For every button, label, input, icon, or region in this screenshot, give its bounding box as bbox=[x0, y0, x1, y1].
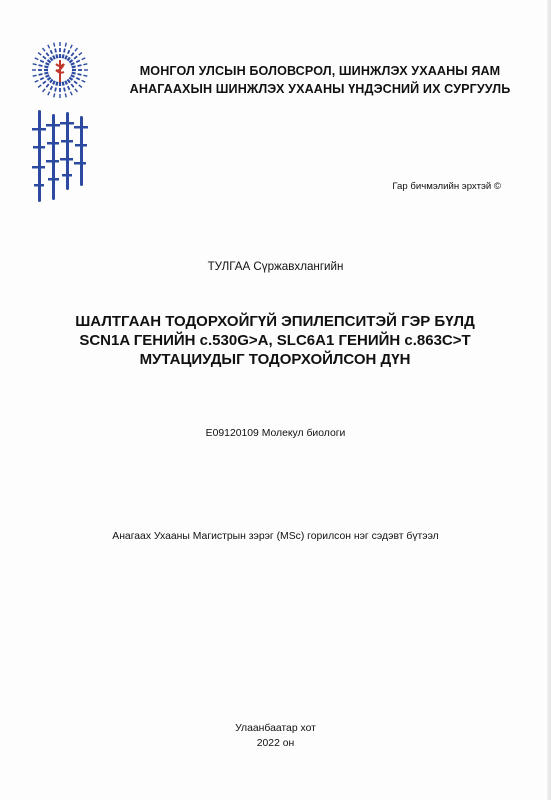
logo-ray bbox=[46, 84, 48, 87]
logo-ray bbox=[46, 53, 48, 56]
logo-ray bbox=[64, 88, 65, 92]
university-logo-icon bbox=[30, 40, 90, 100]
logo-ray bbox=[55, 49, 56, 53]
city: Улаанбаатар хот bbox=[235, 723, 316, 734]
logo-ray bbox=[44, 73, 48, 74]
logo-ray bbox=[54, 93, 55, 97]
copyright-notice: Гар бичмэлийн эрхтэй © bbox=[392, 181, 501, 192]
institution-header bbox=[110, 62, 530, 98]
logo-ray bbox=[75, 48, 77, 51]
logo-ray bbox=[56, 82, 57, 86]
logo-ray bbox=[43, 81, 46, 83]
logo-ray bbox=[74, 56, 77, 58]
author-name: ТУЛГАА Сүржавхлангийн bbox=[207, 260, 344, 273]
ministry-line: МОНГОЛ УЛСЫН БОЛОВСРОЛ, ШИНЖЛЭХ УХААНЫ ЯАМ bbox=[139, 64, 501, 78]
logo-ray bbox=[82, 80, 86, 82]
logo-ray bbox=[53, 81, 55, 85]
logo-ray bbox=[78, 65, 82, 66]
logo-ray bbox=[46, 63, 50, 65]
logo-ray bbox=[65, 43, 66, 47]
logo-ray bbox=[83, 75, 87, 76]
degree-statement: Анагаах Ухааны Магистрын зэрэг (MSc) горилсон нэг сэдэвт бүтээл bbox=[112, 531, 439, 542]
logo-ray bbox=[33, 75, 37, 76]
logo-ray bbox=[50, 57, 52, 60]
logo-ray bbox=[70, 45, 72, 49]
specialty-code: E09120109 Молекул биологи bbox=[205, 428, 346, 439]
logo-ray bbox=[76, 60, 80, 62]
logo-ray bbox=[47, 60, 50, 62]
logo-ray bbox=[47, 77, 50, 79]
logo-ray bbox=[40, 60, 44, 62]
logo-ray bbox=[71, 84, 73, 87]
logo-ray bbox=[71, 63, 75, 65]
logo-ray bbox=[43, 48, 45, 51]
logo-ray bbox=[65, 81, 67, 85]
logo-ray bbox=[50, 86, 52, 90]
title-line-2: SCN1A ГЕНИЙН c.530G>A, SLC6A1 ГЕНИЙН c.863C>T bbox=[79, 332, 471, 349]
logo-ray bbox=[72, 73, 76, 74]
logo-ray bbox=[48, 45, 50, 49]
logo-ray bbox=[67, 57, 69, 60]
logo-ray bbox=[63, 54, 64, 58]
logo-ray bbox=[39, 74, 43, 75]
year: 2022 он bbox=[256, 738, 295, 749]
logo-ray bbox=[78, 74, 82, 75]
logo-ray bbox=[50, 79, 52, 82]
logo-ray bbox=[69, 60, 72, 62]
place-and-year bbox=[0, 721, 551, 751]
university-line: АНАГААХЫН ШИНЖЛЭХ УХААНЫ ҮНДЭСНИЙ ИХ СУРГУУЛЬ bbox=[129, 82, 511, 96]
logo-ray bbox=[65, 93, 66, 97]
logo-ray bbox=[48, 92, 50, 96]
logo-ray bbox=[76, 78, 80, 80]
logo-ray bbox=[50, 50, 52, 54]
logo-ray bbox=[83, 64, 87, 65]
logo-ray bbox=[39, 65, 43, 66]
logo-ray bbox=[38, 53, 41, 55]
page-edge bbox=[547, 0, 551, 800]
logo-ray bbox=[68, 86, 70, 90]
logo-ray bbox=[79, 53, 82, 55]
logo-ray bbox=[35, 58, 39, 60]
logo-ray bbox=[54, 43, 55, 47]
logo-ray bbox=[38, 85, 41, 87]
title-line-3: МУТАЦИУДЫГ ТОДОРХОЙЛСОН ДҮН bbox=[139, 351, 411, 368]
logo-ray bbox=[82, 58, 86, 60]
logo-ray bbox=[53, 56, 55, 60]
logo-ray bbox=[72, 66, 76, 67]
logo-ray bbox=[74, 81, 77, 83]
logo-ray bbox=[46, 75, 50, 77]
logo-ray bbox=[70, 92, 72, 96]
logo-ray bbox=[71, 75, 75, 77]
logo-ray bbox=[55, 88, 56, 92]
logo-ray bbox=[75, 89, 77, 92]
logo-ray bbox=[40, 78, 44, 80]
logo-ray bbox=[33, 64, 37, 65]
title-line-1: ШАЛТГААН ТОДОРХОЙГҮЙ ЭПИЛЕПСИТЭЙ ГЭР БҮЛД bbox=[75, 313, 475, 330]
logo-ray bbox=[67, 79, 69, 82]
thesis-title bbox=[40, 312, 510, 369]
logo-ray bbox=[56, 54, 57, 58]
logo-ray bbox=[64, 49, 65, 53]
logo-ray bbox=[63, 82, 64, 86]
logo-ray bbox=[44, 66, 48, 67]
logo-ray bbox=[43, 56, 46, 58]
logo-ray bbox=[79, 85, 82, 87]
logo-ray bbox=[43, 89, 45, 92]
logo-ray bbox=[65, 56, 67, 60]
logo-ray bbox=[69, 77, 72, 79]
mongolian-script-logo bbox=[30, 108, 96, 208]
logo-ray bbox=[68, 50, 70, 54]
logo-ray bbox=[71, 53, 73, 56]
logo-ray bbox=[35, 80, 39, 82]
